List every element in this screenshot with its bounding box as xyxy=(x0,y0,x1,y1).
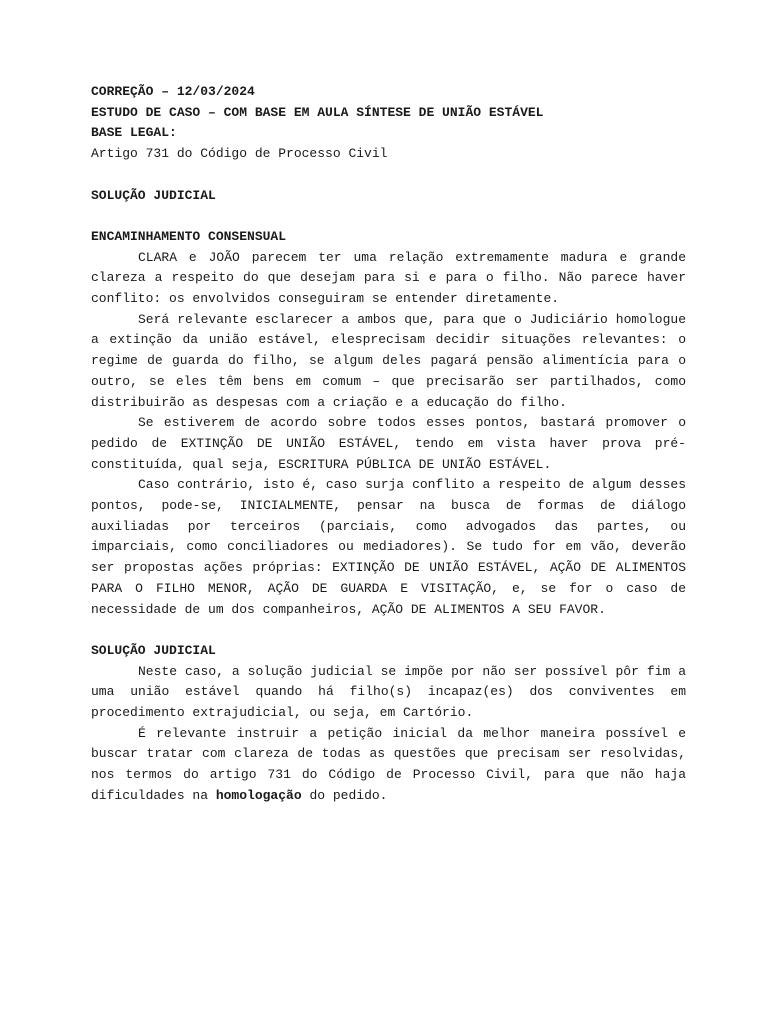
paragraph: Caso contrário, isto é, caso surja conflito a respeito de algum desses pontos, pode-se, INICIALMENTE, pensar na busca de formas de diálogo auxiliadas por terceiros (parciais, como advogados das partes, ou imparciais, como conciliadores ou mediadores). Se tudo for em vão, deverão ser propostas ações próprias: EXTINÇÃO DE UNIÃO ESTÁVEL, AÇÃO DE ALIMENTOS PARA O FILHO MENOR, AÇÃO DE GUARDA E VISITAÇÃO, e, se for o caso de necessidade de um dos companheiros, AÇÃO DE ALIMENTOS A SEU FAVOR. xyxy=(91,477,686,617)
paragraph: Neste caso, a solução judicial se impõe por não ser possível pôr fim a uma união estável quando há filho(s) incapaz(es) dos conviventes em procedimento extrajudicial, ou seja, em Cartório. xyxy=(91,663,686,721)
document-page xyxy=(91,82,686,807)
section-title-encaminhamento: ENCAMINHAMENTO CONSENSUAL xyxy=(91,228,287,244)
spacer xyxy=(91,165,686,186)
base-legal-label: BASE LEGAL: xyxy=(91,125,177,141)
correcao-heading: CORREÇÃO – 12/03/2024 xyxy=(91,84,255,99)
spacer xyxy=(91,620,686,641)
section-title-solucao-judicial-2: SOLUÇÃO JUDICIAL xyxy=(91,642,216,658)
paragraph-text: do pedido. xyxy=(301,787,388,803)
estudo-heading: ESTUDO DE CASO – COM BASE EM AULA SÍNTESE DE UNIÃO ESTÁVEL xyxy=(91,104,544,120)
section-title-solucao-judicial-1: SOLUÇÃO JUDICIAL xyxy=(91,187,216,203)
paragraph: Se estiverem de acordo sobre todos esses pontos, bastará promover o pedido de EXTINÇÃO DE UNIÃO ESTÁVEL, tendo em vista haver prova pré-constituída, qual seja, ESCRITURA PÚBLICA DE UNIÃO ESTÁVEL. xyxy=(91,415,686,472)
paragraph xyxy=(91,724,686,807)
spacer xyxy=(91,206,686,227)
paragraph: Será relevante esclarecer a ambos que, para que o Judiciário homologue a extinção da união estável, elesprecisam decidir situações relevantes: o regime de guarda do filho, se algum deles pagará pensão alimentícia para o outro, se eles têm bens em comum – que precisarão ser partilhados, como distribuirão as despesas com a criação e a educação do filho. xyxy=(91,311,686,410)
paragraph: CLARA e JOÃO parecem ter uma relação extremamente madura e grande clareza a respeito do que desejam para si e para o filho. Não parece haver conflito: os envolvidos conseguiram se entender diretamente. xyxy=(91,249,686,306)
paragraph-text: É relevante instruir a petição inicial da melhor maneira possível e buscar tratar com clareza de todas as questões que precisam ser resolvidas, nos termos do artigo 731 do Código de Processo Civil, para que não haja dificuldades na xyxy=(91,725,686,803)
emphasis-homologacao: homologação xyxy=(215,787,302,803)
base-legal-text: Artigo 731 do Código de Processo Civil xyxy=(91,146,388,162)
